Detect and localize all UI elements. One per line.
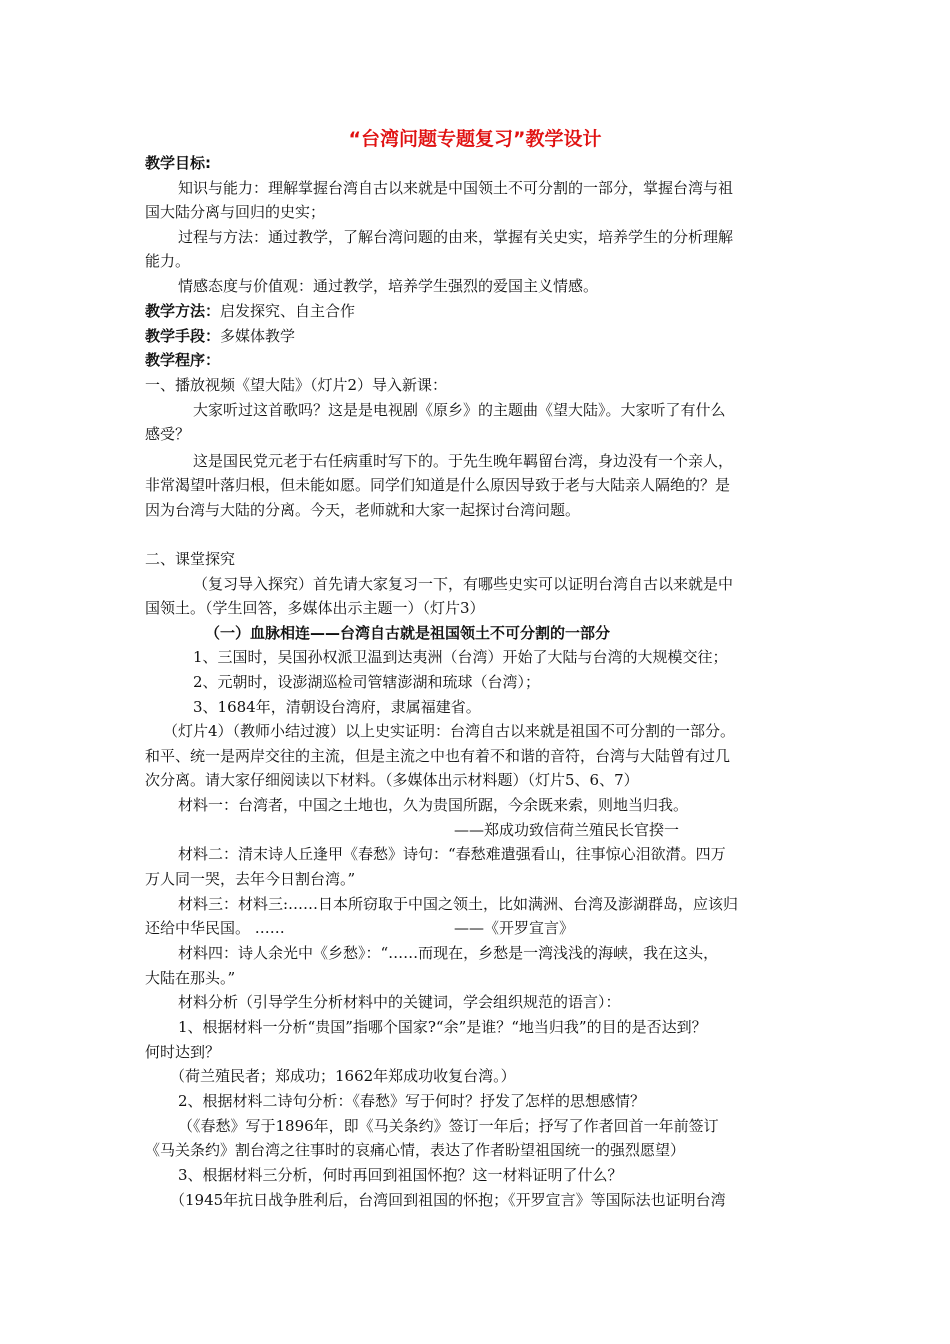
section-value: 启发探究、自主合作 [220,302,356,320]
text-line: 一、播放视频《望大陆》（灯片2）导入新课： [145,376,448,394]
text-line: 3、根据材料三分析，何时再回到祖国怀抱？这一材料证明了什么？ [178,1166,623,1184]
text-line: 和平、统一是两岸交往的主流，但是主流之中也有着不和谐的音符，台湾与大陆曾有过几 [145,747,731,765]
text-line: ——《开罗宣言》 [454,919,575,937]
text-line: 教学目标: [145,154,211,172]
text-line: 非常渴望叶落归根，但未能如愿。同学们知道是什么原因导致于老与大陆亲人隔绝的？是 [145,476,731,494]
text-line: 这是国民党元老于右任病重时写下的。于先生晚年羁留台湾，身边没有一个亲人， [193,452,734,470]
text-line: （荷兰殖民者；郑成功；1662年郑成功收复台湾。） [170,1067,516,1085]
text-line: 1、三国时，吴国孙权派卫温到达夷洲（台湾）开始了大陆与台湾的大规模交往； [193,648,728,666]
text-line: 2、根据材料二诗句分析：《春愁》写于何时？抒发了怎样的思想感情？ [178,1092,646,1110]
text-line: 情感态度与价值观：通过教学，培养学生强烈的爱国主义情感。 [178,277,599,295]
text-line: 2、元朝时，设澎湖巡检司管辖澎湖和琉球（台湾）； [193,673,541,691]
text-line: 国领土。（学生回答，多媒体出示主题一）（灯片3） [145,599,485,617]
text-line: 过程与方法：通过教学，了解台湾问题的由来，掌握有关史实，培养学生的分析理解 [178,228,734,246]
text-line: 1、根据材料一分析“贵国”指哪个国家?“余”是谁？“地当归我”的目的是否达到？ [178,1018,707,1036]
text-line: 材料三：材料三:……日本所窃取于中国之领土，比如满洲、台湾及澎湖群岛，应该归 [178,895,739,913]
text-line: 3、1684年，清朝设台湾府，隶属福建省。 [193,698,481,716]
text-line: 大家听过这首歌吗？这是是电视剧《原乡》的主题曲《望大陆》。大家听了有什么 [193,401,726,419]
text-line: 大陆在那头。” [145,969,236,987]
section-value: 多媒体教学 [220,327,296,345]
text-line: 二、课堂探究 [145,550,236,568]
text-line: 材料二：清末诗人丘逢甲《春愁》诗句：“春愁难遣强看山，往事惊心泪欲潸。四万 [178,845,726,863]
text-line: （复习导入探究）首先请大家复习一下，有哪些史实可以证明台湾自古以来就是中 [193,575,734,593]
text-line: 《马关条约》割台湾之往事时的哀痛心情，表达了作者盼望祖国统一的强烈愿望） [145,1141,686,1159]
text-line: 次分离。请大家仔细阅读以下材料。（多媒体出示材料题）（灯片5、6、7） [145,771,639,789]
text-line: 因为台湾与大陆的分离。今天，老师就和大家一起探讨台湾问题。 [145,501,581,519]
text-line: 材料一：台湾者，中国之土地也，久为贵国所踞，今余既来索，则地当归我。 [178,796,689,814]
text-line: 材料四：诗人余光中《乡愁》：“……而现在，乡愁是一湾浅浅的海峡，我在这头， [178,944,719,962]
document-title: “台湾问题专题复习”教学设计 [348,128,602,150]
text-line: ——郑成功致信荷兰殖民长官揆一 [454,821,680,839]
text-line: 何时达到？ [145,1043,221,1061]
text-line: 材料分析（引导学生分析材料中的关键词，学会组织规范的语言）： [178,993,621,1011]
section-label: 教学手段： [145,327,221,345]
text-line: 感受？ [145,425,191,443]
text-line: 教学程序： [145,351,221,369]
text-line [145,301,355,321]
text-line: 能力。 [145,252,191,270]
text-line: 万人同一哭，去年今日割台湾。” [145,870,356,888]
text-line: （灯片4）（教师小结过渡）以上史实证明：台湾自古以来就是祖国不可分割的一部分。 [163,722,736,740]
text-line: （《春愁》写于1896年，即《马关条约》签订一年后；抒写了作者回首一年前签订 [178,1117,719,1135]
text-line: （1945年抗日战争胜利后，台湾回到祖国的怀抱；《开罗宣言》等国际法也证明台湾 [170,1191,726,1209]
text-line: 知识与能力：理解掌握台湾自古以来就是中国领土不可分割的一部分，掌握台湾与祖 [178,179,734,197]
text-line: （一）血脉相连——台湾自古就是祖国领土不可分割的一部分 [205,624,611,642]
text-line [145,326,295,346]
text-line: 国大陆分离与回归的史实； [145,203,326,221]
section-label: 教学方法： [145,302,221,320]
text-line: 还给中华民国。 …… [145,919,285,937]
